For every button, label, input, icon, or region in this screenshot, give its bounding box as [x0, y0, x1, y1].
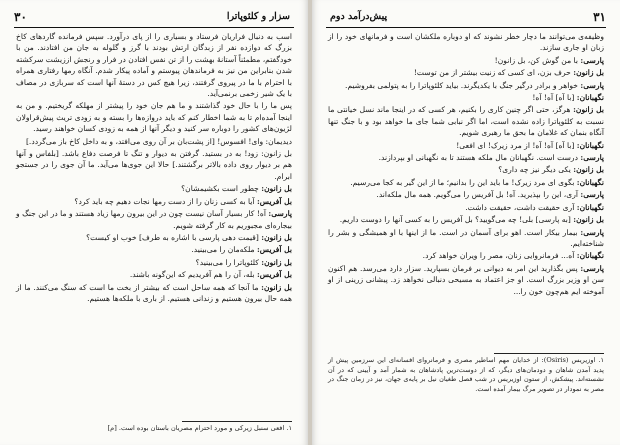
paragraph: بل زانون: زود! به در بستید. گرفتن به دیوار و تنگ تا فرصت دفاع باشد. [بلفاس و آنها هم بر دیوار روی داده بالاتر برگشتند.] حالا این جوی‌ها می‌آید. ما آن جوی را در جستجو ابرام.	[16, 149, 292, 181]
speaker-name: نگهبانان:	[576, 140, 604, 150]
speaker-name: بل زانون:	[261, 184, 292, 194]
dialogue-line	[328, 55, 604, 66]
dialogue-text: [به پارسی] بلی! چه می‌گویید؟ بل آفریس را به کسی آنها را دوست داریم.	[339, 215, 571, 225]
left-page-header	[14, 10, 294, 26]
speaker-name: بل زانون:	[261, 282, 293, 292]
dialogue-text: خواهر و برادر درگیر جنگ با یکدیگرند. بیاید کلئوپاترا را به پتولمی بفروشیم.	[345, 80, 578, 90]
footnote-rule	[182, 421, 292, 422]
dialogue-text: کلئوپاترا را می‌بینید؟	[195, 257, 259, 267]
speaker-name: بل زانون:	[573, 68, 604, 78]
speaker-name: پارسی:	[580, 263, 604, 273]
dialogue-line	[328, 67, 604, 78]
speaker-name: پارسی:	[580, 227, 604, 237]
speaker-name: نگهبانان:	[576, 177, 604, 187]
dialogue-text: چطور است بکشیمشان؟	[181, 184, 259, 194]
dialogue-line	[16, 244, 292, 255]
speaker-name: پارسی:	[580, 80, 604, 90]
footnote: ۱. اوزیریس (Osiris): از خدایان مهم اساطیر مصری و فرمانروای افسانه‌ای این سرزمین پیش از پدید آمدن شاهان و دودمان‌های دیگر، که از دوست‌ترین پادشاهان به شمار آمد و آیینی که در آن نشسته‌اند. پیشکش، از ستون اوزیریس در شب فصل طغیان نیل بر پایه‌ی جهان، نیز در زمان جنگ در مصر به نمودار در تصویر مرگ بیمار آمده است.	[328, 356, 605, 393]
speaker-name: بل زانون:	[261, 232, 292, 242]
dialogue-line	[16, 196, 292, 207]
paragraph: پس ما را با حال خود گذاشتند و ما هم جان خود را پیشتر از مهلکه گریختیم. و من به اینجا آمده‌ام تا به شما اخطار کنم که باید دروازه‌ها را بسته و به زودی تریث پیش‌قراولان لژیون‌های کشور را دوباره سر کنید و دیگر آنها از همه به زودی کسان خواهند رسید.	[16, 101, 292, 134]
speaker-name: بل آفریس:	[256, 270, 292, 280]
speaker-name: نگهبانان:	[576, 251, 604, 261]
speaker-name: بل زانون:	[573, 215, 604, 225]
dialogue-line	[16, 232, 292, 243]
dialogue-line	[328, 140, 604, 151]
speaker-name: نگهبانان:	[576, 93, 604, 103]
dialogue-text: درست است. نگهبانان مال ملکه هستند تا به نگهبانی او بپردازند.	[378, 153, 578, 163]
right-page-header	[326, 10, 606, 26]
dialogue-line	[328, 263, 604, 297]
paragraph: وظیفه‌ی می‌توانند ما دچار خطر نشوند که او دوباره ملکشان است و فرمانهای خود را از زبان او جاری سازند.	[328, 32, 604, 53]
dialogue-text: بگوی ای مرد زیرک! ما باید این را بدانیم؛ ما از این گیر به کجا می‌رسیم.	[350, 177, 575, 187]
dialogue-text: آری، این را بپذیرید. آه! بل آفریس را می‌گویم. همه مال ملکه‌اند.	[376, 190, 578, 200]
dialogue-line	[328, 227, 604, 250]
dialogue-text: ملکه‌مان را می‌بینید.	[191, 245, 255, 255]
right-page-body	[328, 31, 604, 298]
dialogue-text: حرف بزن، ای کسی که زنیت بیشتر از من توست!	[413, 68, 571, 78]
dialogue-text: یکی دیگر نیز چه داری؟	[498, 165, 571, 175]
speaker-name: بل آفریس:	[256, 245, 292, 255]
dialogue-line	[328, 152, 604, 163]
dialogue-line	[328, 189, 604, 200]
dialogue-line	[328, 202, 604, 213]
speaker-name: نگهبانان:	[576, 202, 604, 212]
footnote: ۱. افعی سنبل زیرکی و مورد احترام مصریان باستان بوده است. [م]	[107, 424, 292, 432]
dialogue-line	[328, 92, 604, 103]
speaker-name: پارسی:	[580, 190, 604, 200]
dialogue-text: بیمار بیکار است. اهو برای آسمان در است. ما از اینها با او همیشگی و بشر را شناخته‌ایم.	[328, 227, 604, 248]
dialogue-text: با من گوش کن، بل زانون!	[494, 55, 578, 65]
dialogue-text: آیا به کسی زنان را از دست رمها نجات دهیم چه باید کرد؟	[74, 196, 255, 206]
dialogue-line	[16, 269, 292, 280]
speaker-name: بل زانون:	[573, 165, 604, 175]
left-page-body	[16, 31, 292, 305]
speaker-name: پارسی:	[580, 153, 604, 163]
dialogue-line	[328, 104, 604, 138]
dialogue-line	[16, 257, 292, 268]
speaker-name: بل آفریس:	[256, 196, 292, 206]
footnote-rule	[494, 353, 604, 354]
dialogue-line	[328, 214, 604, 225]
dialogue-text: هرگز، حتی اگر چنین کاری را بکنیم، هر کسی که در اینجا ماند نسل خیانتی ما نسبت به کلئوپاترا زاده نشده است، اما اگر نبابی شما جای ما خواهد بود و با جنگ تنها آنگاه بنمان که غلامان ما بحق ما رهبری شویم.	[328, 105, 604, 138]
dialogue-line	[328, 164, 604, 175]
dialogue-text: [قیمت دهی پارسی با اشاره به طرف] خوب او کیست؟	[86, 232, 259, 242]
dialogue-text: آه... فرمانروایی زنان، مصر را ویران خواهد کرد.	[422, 251, 575, 261]
dialogue-line	[328, 177, 604, 188]
dialogue-line	[16, 208, 292, 231]
paragraph: دیدیمان: وای! افسوس! [از پشت‌بان بر آن روی می‌افتد، و به داخل کاخ باز می‌گردد.]	[25, 136, 292, 146]
dialogue-text: [با آه] آه! آه! از مرد زیرک! ای افعی!	[456, 140, 575, 150]
dialogue-line	[328, 250, 604, 261]
header-rule	[14, 27, 294, 28]
dialogue-text: آری حقیقت داشت، حقیقت داشت.	[465, 202, 575, 212]
dialogue-line	[16, 183, 292, 194]
speaker-name: پارسی:	[580, 55, 604, 65]
speaker-name: بل زانون:	[573, 105, 604, 115]
dialogue-line	[16, 282, 292, 305]
running-title: پیش‌درآمد دوم	[330, 11, 388, 22]
dialogue-text: آه! کار بسیار آسان نیست چون در این بیرون رمها زیاد هستند و ما در این جنگ و بیجاره‌ای مجبوریم به کار گرفته شویم.	[16, 209, 292, 230]
header-rule	[326, 27, 606, 28]
running-title: سزار و کلئوپاترا	[226, 11, 290, 22]
speaker-name: پارسی:	[268, 209, 292, 219]
dialogue-text: پس بگذارید این امر به دیوانی بر فرمان بسپارید. سزار دارد می‌رسد. هم اکنون سن او وزیر بزرگ است. او جز اعتماد به مسیحی دنبالی نخواهد زد. پیشانی زرینی از او آموخته ایم هم‌چون خون را...	[328, 263, 604, 296]
paragraph: اسب به دنبال فراریان فرستاد و بسیاری را از پای درآورد. سپس فرمانده گاردهای کاخ بزرگ که دوازده نفر از زبدگان ارتش بودند با گرز و گلوله به جان من افتادند. من با خودگفتم، مطمئناً آستانۀ بهشت را از تن نفس افتادن در فرار و رنجش اززیشت سرکشته شدن بنابراین من نیز به فرماندهان پیوستم و آماده پیکار شدم. آنگاه رمها رفتاری همراه با احترام با ما در پیروی گرفتند، زیرا هیچ کس در دستۀ آنها است که سربازی در مصاف با یک شیر زخمی برنمی‌آید.	[16, 32, 292, 99]
speaker-name: بل زانون:	[261, 257, 292, 267]
right-page	[312, 0, 620, 445]
dialogue-text: بله، آن را هم آفریدیم که این‌گونه باشند.	[129, 270, 255, 280]
page-number: ۳۰	[14, 10, 27, 24]
dialogue-text: [با آه] آه! آه!	[532, 93, 575, 103]
page-number: ۳۱	[593, 10, 606, 24]
dialogue-line	[328, 80, 604, 91]
left-page	[0, 0, 308, 445]
dialogue-text: ما آنجا که همه ساحل است که بیشتر از بخت ما است که سنگ می‌کنند. ما از همه حال بیرون هستیم و زندانی هستیم. از باری با ملکه‌ها هستیم.	[16, 282, 292, 303]
